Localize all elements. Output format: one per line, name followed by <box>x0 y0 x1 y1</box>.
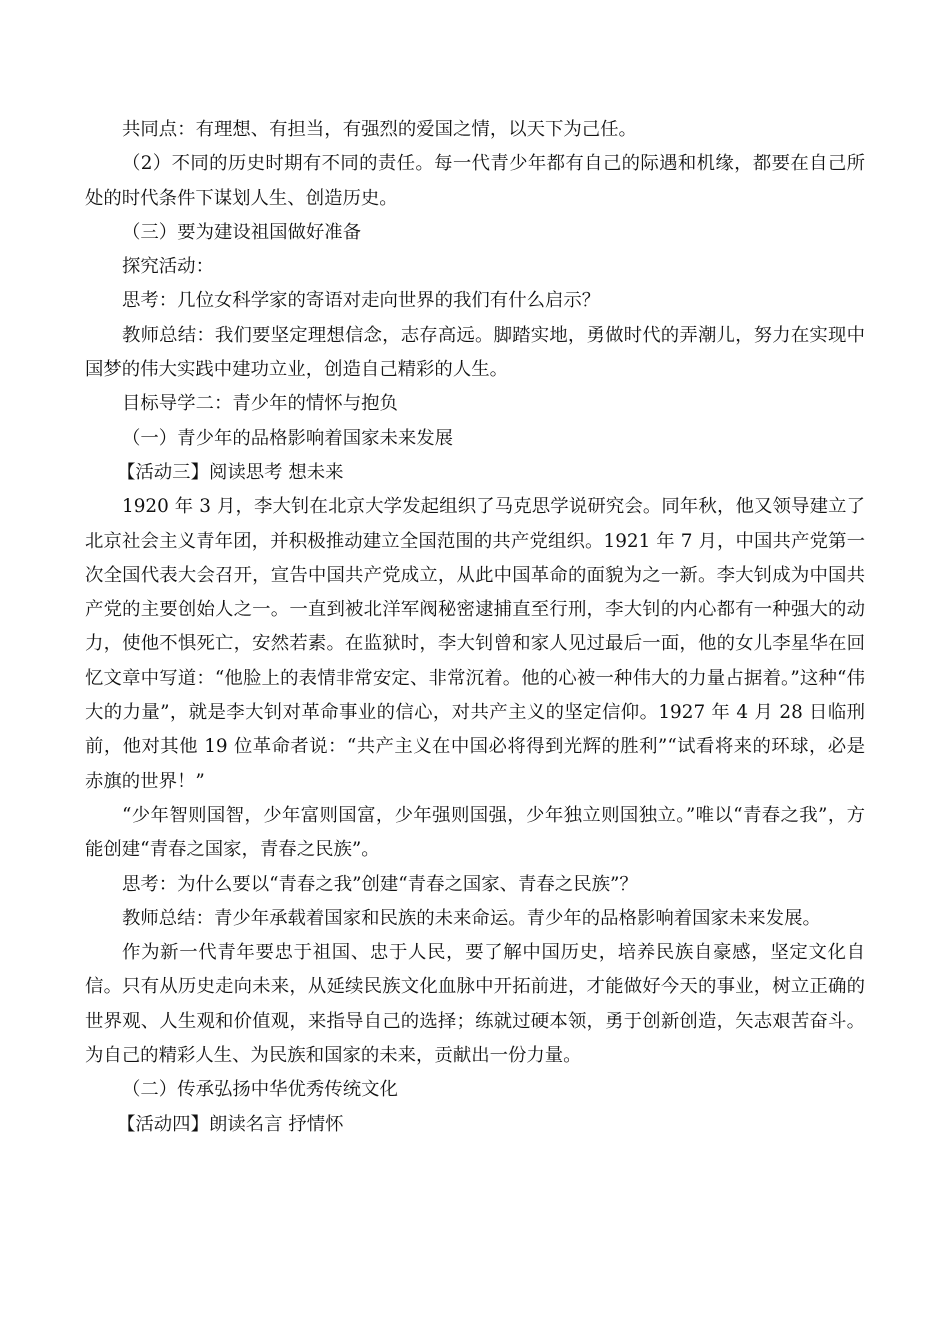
activity-four-heading: 【活动四】朗读名言 抒情怀 <box>117 1113 344 1135</box>
paragraph-teacher-summary-1: 教师总结：我们要坚定理想信念，志存高远。脚踏实地，勇做时代的弄潮儿，努力在实现中国梦的伟大实践中建功立业，创造自己精彩的人生。 <box>85 324 865 381</box>
paragraph-new-generation: 作为新一代青年要忠于祖国、忠于人民，要了解中国历史，培养民族自豪感，坚定文化自信。只有从历史走向未来，从延续民族文化血脉中开拓前进，才能做好今天的事业，树立正确的世界观、人生观和价值观，来指导自己的选择；练就过硬本领，勇于创新创造，矢志艰苦奋斗。为自己的精彩人生、为民族和国家的未来，贡献出一份力量。 <box>85 942 865 1067</box>
paragraph-explore-activity: 探究活动： <box>122 256 214 278</box>
section-heading-character: （一）青少年的品格影响着国家未来发展 <box>122 427 454 449</box>
paragraph-teacher-summary-2: 教师总结：青少年承载着国家和民族的未来命运。青少年的品格影响着国家未来发展。 <box>122 907 821 929</box>
paragraph-different-eras: （2）不同的历史时期有不同的责任。每一代青少年都有自己的际遇和机缘，都要在自己所处的时代条件下谋划人生、创造历史。 <box>85 153 865 209</box>
section-heading-prepare: （三）要为建设祖国做好准备 <box>122 221 362 243</box>
paragraph-think-scientists: 思考：几位女科学家的寄语对走向世界的我们有什么启示？ <box>122 290 601 312</box>
section-heading-culture: （二）传承弘扬中华优秀传统文化 <box>122 1079 398 1101</box>
section-heading-goal-two: 目标导学二：青少年的情怀与抱负 <box>122 393 398 415</box>
paragraph-youth-quote: “少年智则国智，少年富则国富，少年强则国强，少年独立则国独立。”唯以“青春之我”，方能创建“青春之国家，青春之民族”。 <box>85 804 865 861</box>
paragraph-li-dazhao: 1920 年 3 月，李大钊在北京大学发起组织了马克思学说研究会。同年秋，他又领导建立了北京社会主义青年团，并积极推动建立全国范围的共产党组织。1921 年 7 月，中国共产党第一次全国代表大会召开，宣告中国共产党成立，从此中国革命的面貌为之一新。李大钊成为中国共产党的主要创始人之一。一直到被北洋军阀秘密逮捕直至行刑，李大钊的内心都有一种强大的动力，使他不惧死亡，安然若素。在监狱时，李大钊曾和家人见过最后一面，他的女儿李星华在回忆文章中写道：“他脸上的表情非常安定、非常沉着。他的心被一种伟大的力量占据着。”这种“伟大的力量”，就是李大钊对革命事业的信心，对共产主义的坚定信仰。1927 年 4 月 28 日临刑前，他对其他 19 位革命者说：“共产主义在中国必将得到光辉的胜利”“试看将来的环球，必是赤旗的世界！” <box>85 496 865 792</box>
paragraph-think-youth: 思考：为什么要以“青春之我”创建“青春之国家、青春之民族”？ <box>122 873 638 895</box>
activity-three-heading: 【活动三】阅读思考 想未来 <box>117 461 344 483</box>
paragraph-common-points: 共同点：有理想、有担当，有强烈的爱国之情，以天下为己任。 <box>122 119 637 140</box>
document-page <box>85 113 865 1142</box>
